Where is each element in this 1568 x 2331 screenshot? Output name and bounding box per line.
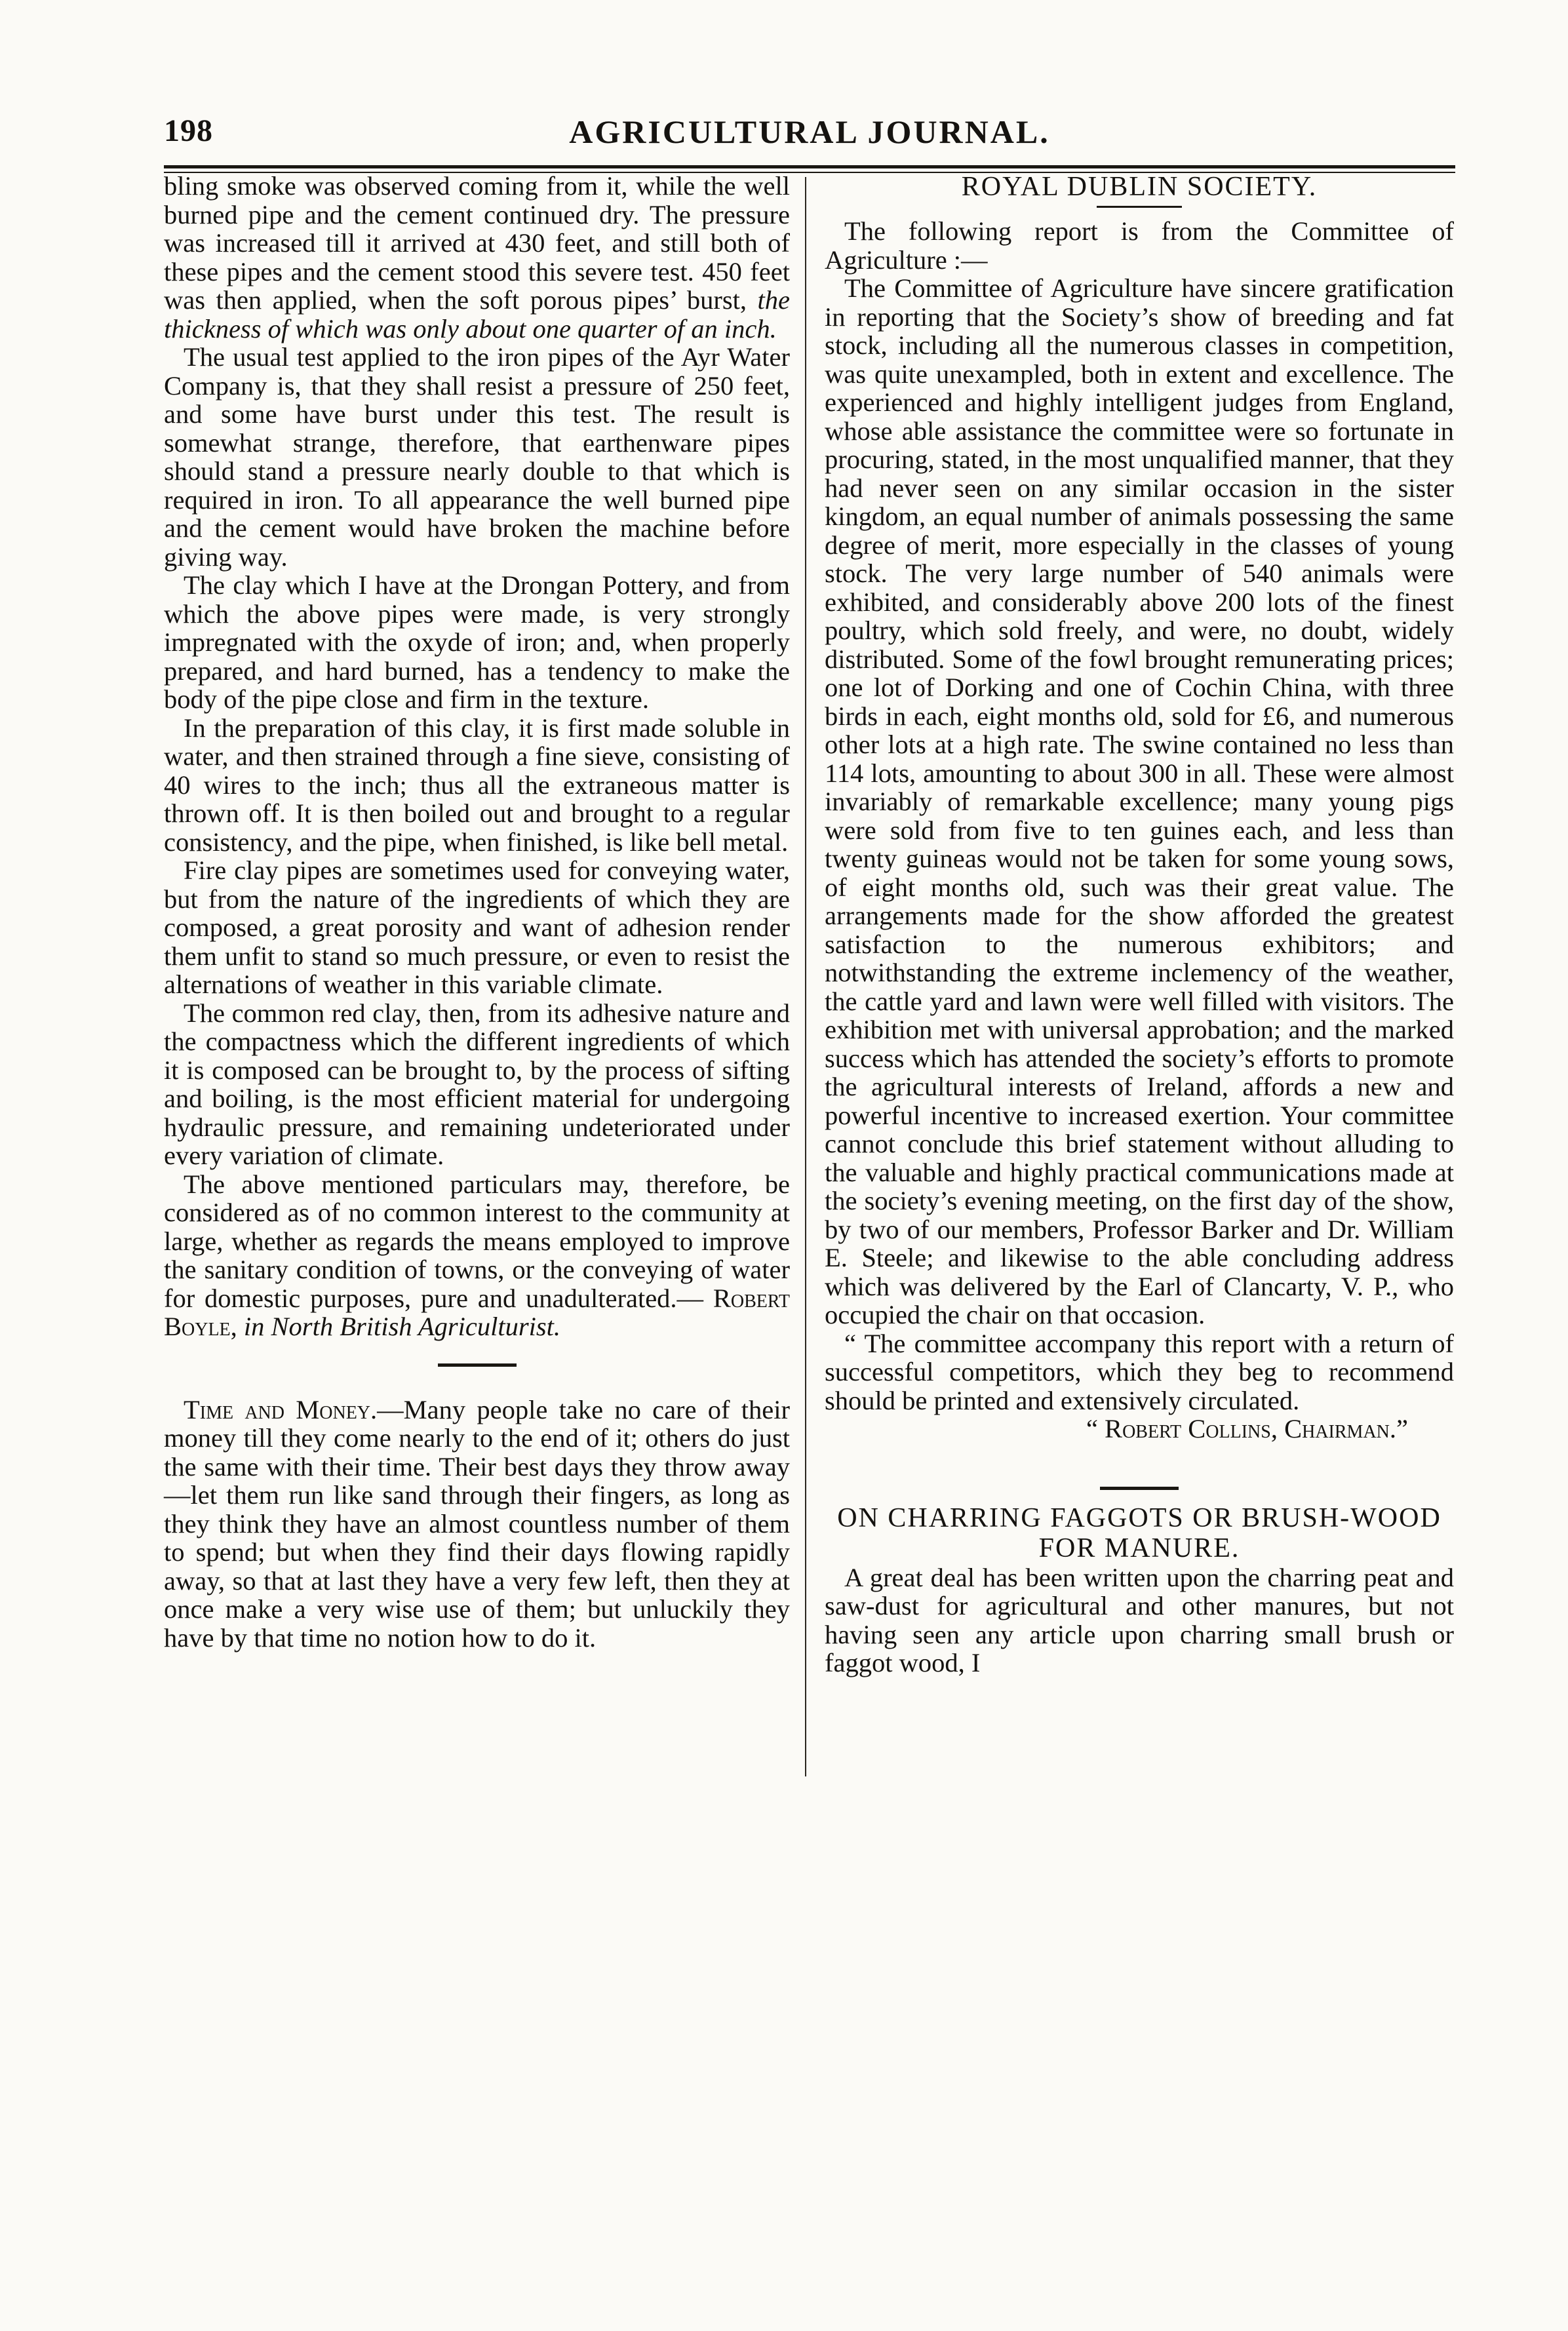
article-author: Robert Boyle, [164, 1283, 790, 1341]
charring-faggots-heading: ON CHARRING FAGGOTS OR BRUSH-WOOD FOR MANURE. [837, 1502, 1441, 1563]
time-and-money-heading: Time and Money. [184, 1394, 378, 1424]
left-paragraph-4: In the preparation of this clay, it is first made soluble in water, and then strained through a fine sieve, consisting of 40 wires to the inch; thus all the extraneous matter is thrown off. It is then boiled out and brought to a regular consistency, and the pipe, when finished, is like bell metal. [164, 713, 790, 857]
heading-separator [1097, 206, 1182, 208]
left-column [164, 172, 790, 1652]
closing-paragraph: “ The committee accompany this report with a return of successful competitors, which they beg to recommend should be printed and extensively circulated. [825, 1328, 1454, 1415]
article-source: in North British Agriculturist. [237, 1312, 560, 1341]
left-paragraph-1: bling smoke was observed coming from it, while the well burned pipe and the cement continued dry. The pressure was increased till it arrived at 430 feet, and still both of these pipes and the cement stood this severe test. 450 feet was then applied, when the soft porous pipes’ burst, the thickness of which was only about one quarter of an inch. [164, 171, 790, 343]
left-paragraph-7: The above mentioned particulars may, therefore, be considered as of no common interest to the community at large, whether as regards the means employed to improve the sanitary condition of towns, or the conveying of water for domestic purposes, pure and unadulterated.— Robert Boyle, in North British Agriculturist. [164, 1169, 790, 1341]
charring-paragraph: A great deal has been written upon the charring peat and saw-dust for agricultural and other manures, but not having seen any article upon charring small brush or faggot wood, I [825, 1562, 1454, 1677]
section-separator [438, 1363, 517, 1367]
intro-paragraph: The following report is from the Committee of Agriculture :— [825, 216, 1454, 275]
emphasis-text: the thickness of which was only about one quarter of an inch. [164, 285, 790, 343]
left-paragraph-6: The common red clay, then, from its adhesive nature and the compactness which the different ingredients of which it is composed can be brought to, by the process of sifting and boiling, is the most efficient material for undergoing hydraulic pressure, and remaining undeteriorated under every variation of climate. [164, 998, 790, 1170]
section-separator-2 [1100, 1487, 1179, 1490]
left-paragraph-2: The usual test applied to the iron pipes of the Ayr Water Company is, that they shall resist a pressure of 250 feet, and some have burst under this test. The result is somewhat strange, therefore, that earthenware pipes should stand a pressure nearly double to that which is required in iron. To all appearance the well burned pipe and the cement would have broken the machine before giving way. [164, 342, 790, 572]
page-header [164, 113, 1455, 159]
column-divider [805, 177, 806, 1776]
page-number: 198 [164, 113, 213, 148]
report-signature: “ Robert Collins, Chairman.” [1086, 1414, 1408, 1443]
royal-dublin-society-heading: ROYAL DUBLIN SOCIETY. [961, 172, 1318, 202]
report-paragraph: The Committee of Agriculture have sincere gratification in reporting that the Society’s show of breeding and fat stock, including all the numerous classes in competition, was quite unexampled, both in extent and excellence. The experienced and highly intelligent judges from England, whose able assistance the committee were so fortunate in procuring, stated, in the most unqualified manner, that they had never seen on any similar occasion in the sister kingdom, an equal number of animals possessing the same degree of merit, more especially in the classes of young stock. The very large number of 540 animals were exhibited, and considerably above 200 lots of the finest poultry, which sold freely, and were, no doubt, widely distributed. Some of the fowl brought remunerating prices; one lot of Dorking and one of Cochin China, with three birds in each, eight months old, sold for £6, and numerous other lots at a high rate. The swine contained no less than 114 lots, amounting to about 300 in all. These were almost invariably of remarkable excellence; many young pigs were sold from five to ten guines each, and less than twenty guineas would not be taken for some young sows, of eight months old, such was their great value. The arrangements made for the show afforded the greatest satisfaction to the numerous exhibitors; and notwithstanding the extreme inclemency of the weather, the cattle yard and lawn were well filled with visitors. The exhibition met with universal approbation; and the marked success which has attended the society’s efforts to promote the agricultural interests of Ireland, affords a new and powerful incentive to increased exertion. Your committee cannot conclude this brief statement without alluding to the valuable and highly practical communications made at the society’s evening meeting, on the first day of the show, by two of our members, Professor Barker and Dr. William E. Steele; and likewise to the able concluding address which was delivered by the Earl of Clancarty, V. P., who occupied the chair on that occasion. [825, 273, 1454, 1329]
running-title: AGRICULTURAL JOURNAL. [569, 113, 1050, 150]
header-rule-thick [164, 165, 1455, 168]
time-and-money-paragraph: Time and Money.—Many people take no care of their money till they come nearly to the end of it; others do just the same with their time. Their best days they throw away—let them run like sand through their fingers, as long as they think they have an almost countless number of them to spend; but when they find their days flowing rapidly away, so that at last they have a very few left, then they at once make a very wise use of them; but unluckily they have by that time no notion how to do it. [164, 1394, 790, 1653]
left-paragraph-5: Fire clay pipes are sometimes used for conveying water, but from the nature of the ingredients of which they are composed, a great porosity and want of adhesion render them unfit to stand so much pressure, or even to resist the alternations of weather in this variable climate. [164, 855, 790, 999]
right-column [825, 172, 1454, 1677]
left-paragraph-3: The clay which I have at the Drongan Pottery, and from which the above pipes were made, is very strongly impregnated with the oxyde of iron; and, when properly prepared, and hard burned, has a tendency to make the body of the pipe close and firm in the texture. [164, 570, 790, 714]
